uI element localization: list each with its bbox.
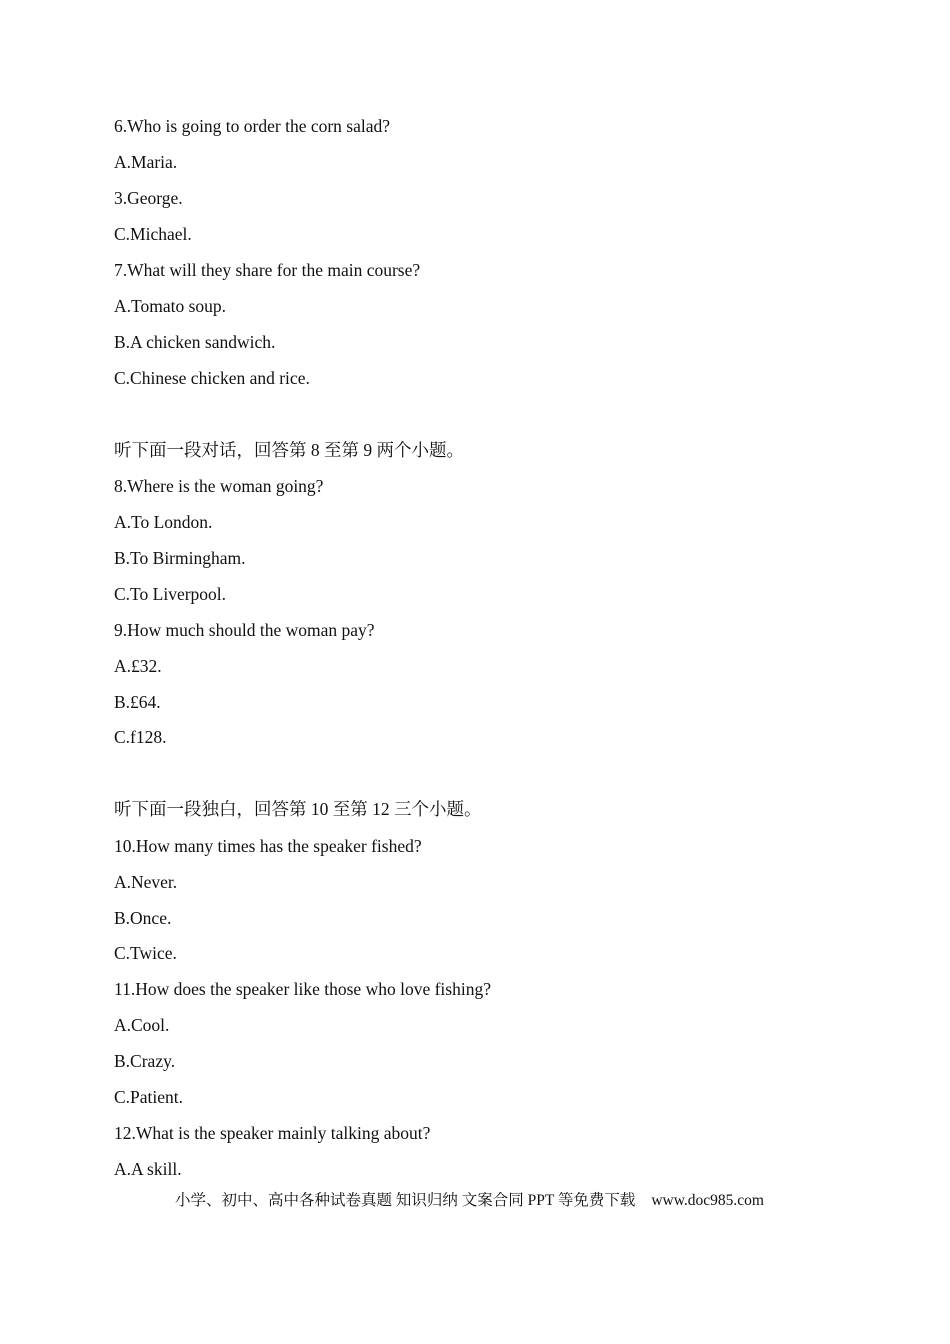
question-6-option-a: A.Maria.	[114, 152, 178, 172]
question-10-option-c: C.Twice.	[114, 943, 177, 963]
question-7-option-a: A.Tomato soup.	[114, 296, 227, 316]
question-9-option-a: A.£32.	[114, 656, 162, 676]
question-7-option-b: B.A chicken sandwich.	[114, 332, 276, 352]
question-10: 10.How many times has the speaker fished?	[114, 836, 422, 856]
question-8-option-b: B.To Birmingham.	[114, 548, 246, 568]
section-instruction-10-12: 听下面一段独白，回答第 10 至第 12 三个小题。	[114, 799, 482, 819]
footer-text: 小学、初中、高中各种试卷真题 知识归纳 文案合同 PPT 等免费下载	[175, 1192, 636, 1209]
question-9-option-c: C.f128.	[114, 727, 167, 747]
question-10-option-b: B.Once.	[114, 908, 172, 928]
question-8: 8.Where is the woman going?	[114, 476, 324, 496]
question-7-option-c: C.Chinese chicken and rice.	[114, 368, 310, 388]
question-8-option-a: A.To London.	[114, 512, 213, 532]
question-6-option-c: C.Michael.	[114, 224, 192, 244]
question-12: 12.What is the speaker mainly talking about?	[114, 1123, 431, 1143]
question-9: 9.How much should the woman pay?	[114, 620, 375, 640]
question-7: 7.What will they share for the main course?	[114, 260, 421, 280]
question-6-option-b: 3.George.	[114, 188, 183, 208]
question-10-option-a: A.Never.	[114, 872, 178, 892]
question-6: 6.Who is going to order the corn salad?	[114, 116, 391, 136]
footer-url: www.doc985.com	[651, 1192, 764, 1209]
question-11-option-a: A.Cool.	[114, 1015, 170, 1035]
question-11-option-c: C.Patient.	[114, 1087, 184, 1107]
question-11-option-b: B.Crazy.	[114, 1051, 176, 1071]
question-12-option-a: A.A skill.	[114, 1159, 182, 1179]
question-11: 11.How does the speaker like those who love fishing?	[114, 979, 491, 999]
question-9-option-b: B.£64.	[114, 692, 161, 712]
question-8-option-c: C.To Liverpool.	[114, 584, 227, 604]
section-instruction-8-9: 听下面一段对话，回答第 8 至第 9 两个小题。	[114, 440, 464, 460]
